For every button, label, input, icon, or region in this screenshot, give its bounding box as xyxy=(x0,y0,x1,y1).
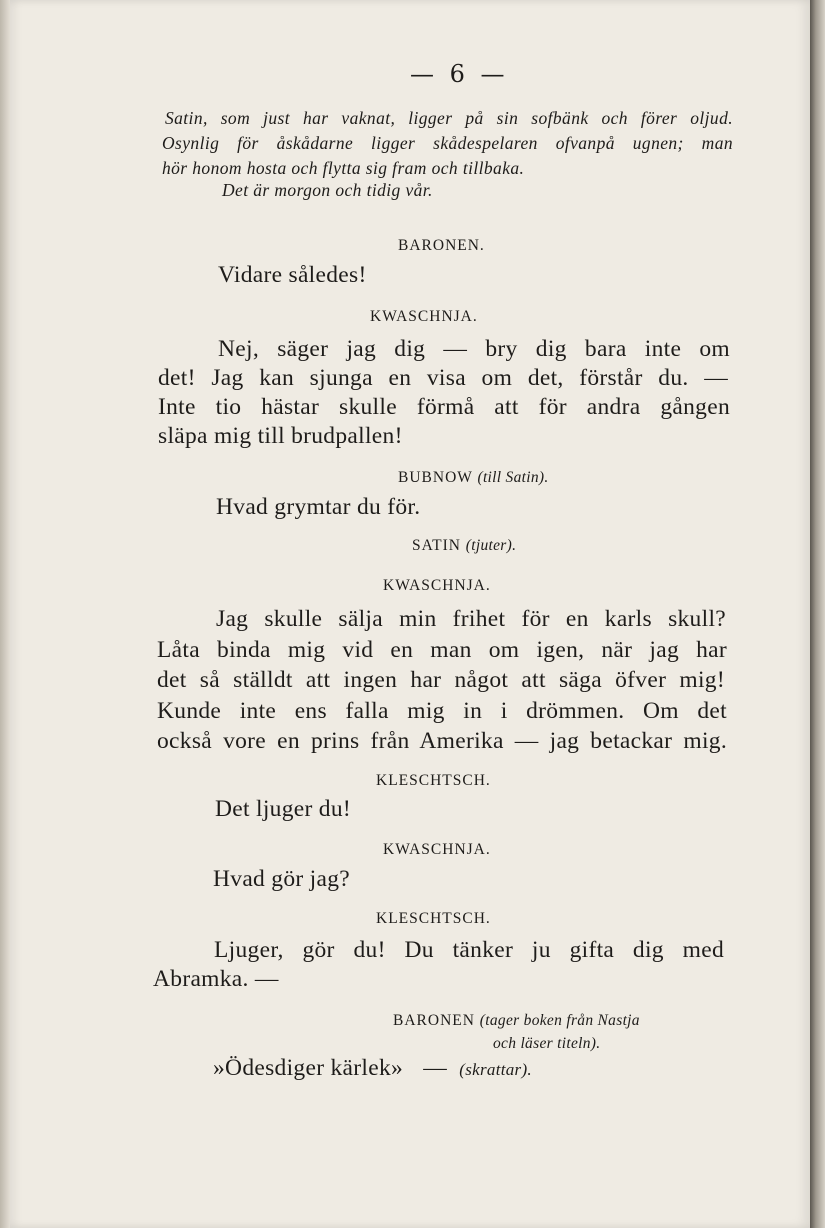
book-title-quote: »Ödesdiger kärlek» xyxy=(213,1055,404,1081)
speaker-with-direction xyxy=(398,469,549,487)
speech-line: Kunde inte ens falla mig in i drömmen. Om det xyxy=(157,698,727,724)
speech-line: släpa mig till brudpallen! xyxy=(158,423,403,449)
stage-aside: (skrattar). xyxy=(459,1060,532,1079)
speech-line: det så ställdt att ingen har något att säga öfver mig! xyxy=(157,667,725,693)
page-left-edge xyxy=(0,0,10,1228)
speech-line: Inte tio hästar skulle förmå att för andra gången xyxy=(158,394,730,420)
speaker-name: BARONEN xyxy=(393,1012,475,1029)
stage-direction-line-4: Det är morgon och tidig vår. xyxy=(222,180,433,200)
speech-line: Det ljuger du! xyxy=(215,796,352,822)
speaker-name: KLESCHTSCH. xyxy=(376,910,491,927)
speaker-name: KWASCHNJA. xyxy=(383,841,491,858)
speaker-direction: (tjuter). xyxy=(465,537,517,554)
dash: — xyxy=(423,1055,448,1081)
speaker-direction: (tager boken från Nastja xyxy=(479,1012,640,1029)
speaker-name: BARONEN. xyxy=(398,237,485,254)
stage-direction-line-1: Satin, som just har vaknat, ligger på sin sofbänk och förer oljud. xyxy=(165,108,733,128)
speaker-direction-continued: och läser titeln). xyxy=(493,1035,601,1052)
speech-line: Hvad gör jag? xyxy=(213,866,351,892)
speaker-name: KWASCHNJA. xyxy=(370,308,478,325)
book-binding-edge xyxy=(810,0,825,1228)
speaker-name: SATIN xyxy=(412,537,461,554)
speaker-with-direction xyxy=(412,537,516,555)
speech-line: Hvad grymtar du för. xyxy=(216,494,421,520)
speaker-name: BUBNOW xyxy=(398,469,473,486)
speech-line: Abramka. — xyxy=(153,966,279,992)
speaker-direction: (till Satin). xyxy=(477,469,549,486)
stage-direction-line-2: Osynlig för åskådarne ligger skådespelaren ofvanpå ugnen; man xyxy=(162,133,733,153)
speech-line: Vidare således! xyxy=(218,262,367,288)
speech-line: Ljuger, gör du! Du tänker ju gifta dig med xyxy=(214,937,724,963)
speech-line: det! Jag kan sjunga en visa om det, förstår du. — xyxy=(158,365,728,391)
stage-direction-line-3: hör honom hosta och flytta sig fram och tillbaka. xyxy=(162,158,525,178)
speech-line: Jag skulle sälja min frihet för en karls skull? xyxy=(216,606,726,632)
speaker-with-direction xyxy=(393,1012,640,1030)
speech-line: också vore en prins från Amerika — jag betackar mig. xyxy=(157,728,727,754)
speech-line xyxy=(213,1055,532,1082)
speaker-name: KWASCHNJA. xyxy=(383,577,491,594)
speaker-name: KLESCHTSCH. xyxy=(376,772,491,789)
speech-line: Låta binda mig vid en man om igen, när jag har xyxy=(157,637,727,663)
page-number: — 6 — xyxy=(410,60,509,88)
speech-line: Nej, säger jag dig — bry dig bara inte om xyxy=(218,336,730,362)
